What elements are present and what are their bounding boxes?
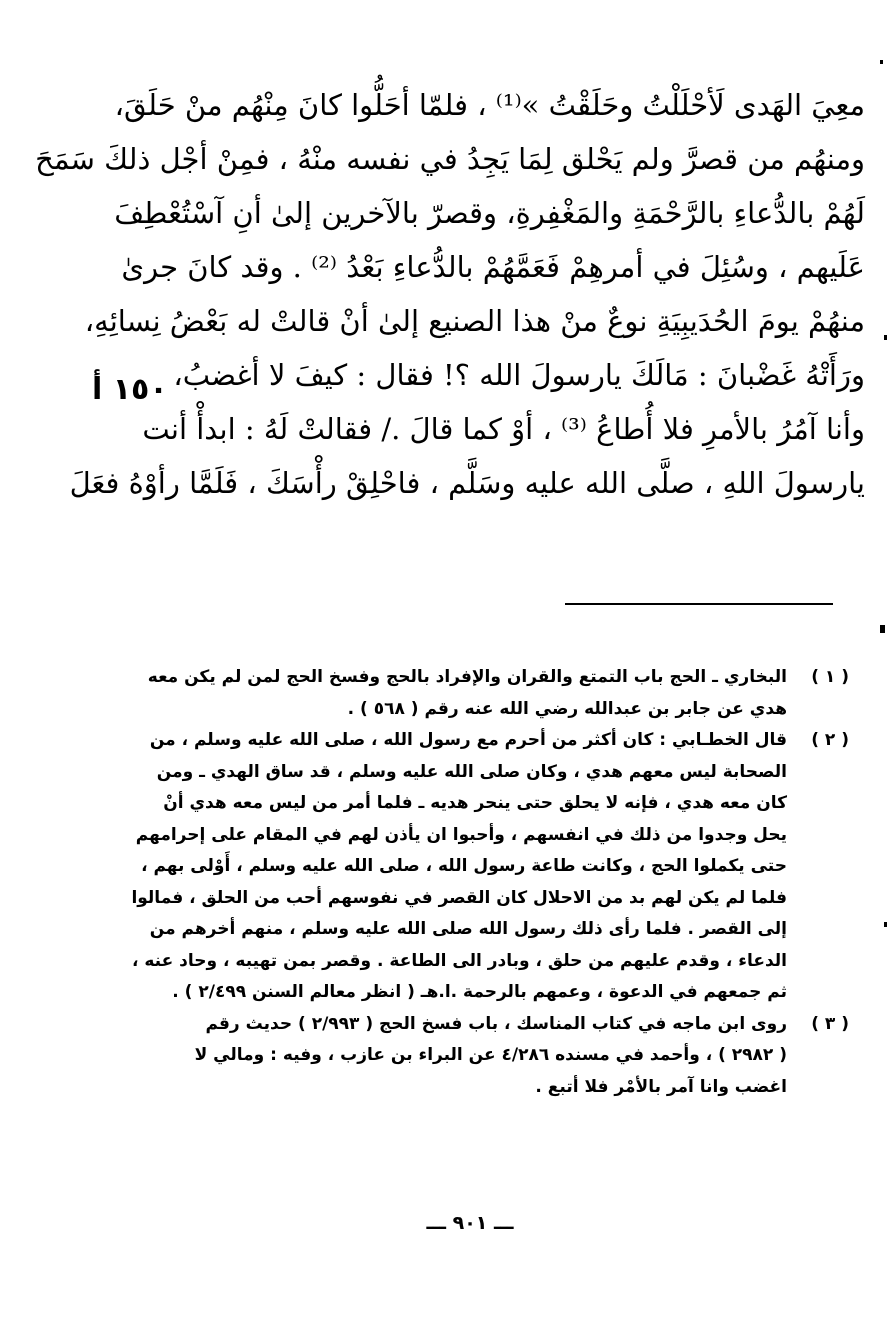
footnote-body — [131, 725, 787, 1009]
main-text-line: ومنهُم من قصرَّ ولم يَحْلق لِمَا يَجِدُ في نفسه منْهُ ، فمِنْ أجْل ذلكَ سَمَحَ — [35, 142, 865, 176]
scan-speck — [880, 625, 885, 633]
page-number: ـــ ٩٠١ ـــ — [426, 1212, 514, 1234]
footnotes — [131, 662, 849, 1103]
footnote-body — [185, 1009, 787, 1104]
footnote-line: يحل وجدوا من ذلك في انفسهم ، وأحبوا ان يأذن لهم في المقام على إحرامهم — [135, 824, 787, 845]
footnote-line: فلما لم يكن لهم بد من الاحلال كان القصر في نفوسهم أحب من الحلق ، فمالوا — [131, 887, 787, 908]
footnote-line: هدي عن جابر بن عبدالله رضي الله عنه رقم ( ٥٦٨ ) . — [347, 698, 787, 719]
main-text-line: لَهُمْ بالدُّعاءِ بالرَّحْمَةِ والمَغْفِرةِ، وقصرّ بالآخرين إلىٰ أنِ آسْتُعْطِفَ — [114, 196, 865, 230]
footnote-line: البخاري ـ الحج باب التمتع والقران والإفراد بالحج وفسخ الحج لمن لم يكن معه — [147, 667, 787, 687]
footnote-line: كان معه هدي ، فإنه لا يحلق حتى ينحر هديه ـ فلما أمر من ليس معه هدي أنْ — [163, 793, 787, 813]
main-text-line: وأنا آمُرُ بالأمرِ فلا أُطاعُ ⁽³⁾ ، أوْ كما قالَ ./ فقالتْ لَهُ : ابدأْ أنت — [142, 412, 865, 446]
main-text-line: ورَأَتْهُ غَضْبانَ : مَالَكَ يارسولَ الله ؟! فقال : كيفَ لا أغضبُ، — [173, 358, 865, 392]
scan-speck — [884, 922, 887, 927]
footnote-line: اغضب وانا آمر بالأمْر فلا أتبع . — [535, 1076, 787, 1097]
scan-speck — [884, 335, 887, 340]
footnote-divider — [565, 603, 833, 605]
main-text-line: عَلَيهم ، وسُئِلَ في أمرهِمْ فَعَمَّهُمْ بالدُّعاءِ بَعْدُ ⁽²⁾ . وقد كانَ جرىٰ — [121, 250, 865, 284]
main-text-line: يارسولَ اللهِ ، صلَّى الله عليه وسَلَّم ، فاحْلِقْ رأْسَكَ ، فَلَمَّا رأوْهُ فعَلَ — [69, 466, 865, 500]
footnote-3 — [185, 1009, 849, 1104]
main-text-line: معِيَ الهَدى لَأحْلَلْتُ وحَلَقْتُ »⁽¹⁾ ، فلمّا أحَلُّوا كانَ مِنْهُم منْ حَلَقَ، — [114, 88, 865, 122]
footnote-line: حتى يكملوا الحج ، وكانت طاعة رسول الله ، صلى الله عليه وسلم ، أَوْلى بهم ، — [141, 856, 787, 876]
footnote-line: الصحابة ليس معهم هدي ، وكان صلى الله عليه وسلم ، قد ساق الهدي ـ ومن — [156, 761, 787, 782]
footnote-line: إلى القصر . فلما رأى ذلك رسول الله صلى الله عليه وسلم ، منهم أخرهم من — [149, 919, 787, 939]
footnote-2 — [131, 725, 849, 1009]
footnote-line: ( ٢٩٨٢ ) ، وأحمد في مسنده ٤/٢٨٦ عن البراء بن عازب ، وفيه : ومالي لا — [194, 1045, 787, 1065]
footnote-line: الدعاء ، وقدم عليهم من حلق ، وبادر الى الطاعة . وقصر بمن تهيبه ، وحاد عنه ، — [132, 950, 787, 971]
footnote-body — [148, 662, 787, 725]
footnote-number: ( ١ ) — [811, 667, 849, 687]
main-text-line: منهُمْ يومَ الحُدَيبِيَةِ نوعٌ منْ هذا الصنيع إلىٰ أنْ قالتْ له بَعْضُ نِسائِهِ، — [84, 304, 865, 338]
footnote-number: ( ٢ ) — [811, 730, 849, 750]
footnote-line: روى ابن ماجه في كتاب المناسك ، باب فسخ الحج ( ٢/٩٩٣ ) حديث رقم — [205, 1013, 787, 1034]
footnote-1 — [147, 662, 849, 725]
footnote-line: قال الخطـابي : كان أكثر من أحرم مع رسول الله ، صلى الله عليه وسلم ، من — [149, 730, 787, 750]
footnote-line: ثم جمعهم في الدعوة ، وعمهم بالرحمة .ا.هـ ( انظر معالم السنن ٢/٤٩٩ ) . — [172, 982, 787, 1002]
footnote-number: ( ٣ ) — [811, 1013, 849, 1034]
scan-speck — [880, 60, 883, 64]
manuscript-folio-marker: ١٥٠ أ — [92, 372, 168, 407]
